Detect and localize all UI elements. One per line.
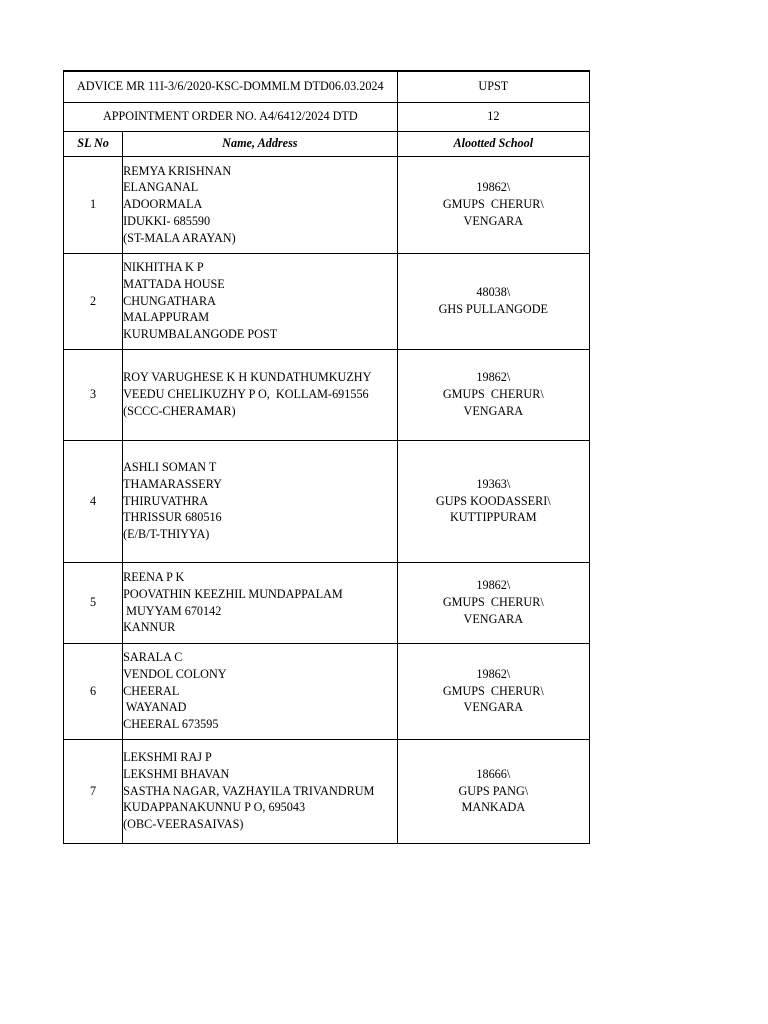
sl-number: 5 bbox=[64, 562, 123, 643]
name-address-cell bbox=[123, 156, 398, 253]
address-line: IDUKKI- 685590 bbox=[123, 213, 211, 228]
sl-number: 3 bbox=[64, 349, 123, 440]
school-line: VENGARA bbox=[463, 403, 524, 418]
school-line: 18666\ bbox=[476, 766, 511, 781]
order-row bbox=[64, 102, 590, 131]
school-line: MANKADA bbox=[461, 800, 526, 815]
address-line: (SCCC-CHERAMAR) bbox=[123, 403, 236, 418]
school-line: 19862\ bbox=[476, 666, 511, 681]
sl-number: 1 bbox=[64, 156, 123, 253]
address-line: MUYYAM 670142 bbox=[123, 603, 222, 618]
allotted-school-cell bbox=[397, 562, 589, 643]
school-line: 48038\ bbox=[476, 285, 511, 300]
school-line: VENGARA bbox=[463, 213, 524, 228]
count-text: 12 bbox=[397, 102, 589, 131]
address-line: MALAPPURAM bbox=[123, 310, 210, 325]
table-row bbox=[64, 349, 590, 440]
post-text: UPST bbox=[397, 71, 589, 102]
address-line: KURUMBALANGODE POST bbox=[123, 327, 278, 342]
address-line: LEKSHMI RAJ P bbox=[123, 750, 212, 765]
address-line: (ST-MALA ARAYAN) bbox=[123, 230, 236, 245]
advice-text: ADVICE MR 11I-3/6/2020-KSC-DOMMLM DTD06.03.2024 bbox=[64, 71, 398, 102]
name-address-cell bbox=[123, 562, 398, 643]
school-line: GMUPS CHERUR\ bbox=[442, 595, 544, 610]
address-line: CHUNGATHARA bbox=[123, 293, 216, 308]
col-header-name: Name, Address bbox=[123, 131, 398, 156]
address-line: WAYANAD bbox=[123, 700, 187, 715]
school-line: GUPS PANG\ bbox=[458, 783, 529, 798]
address-line: VENDOL COLONY bbox=[123, 666, 227, 681]
school-line: GMUPS CHERUR\ bbox=[442, 387, 544, 402]
column-header-row bbox=[64, 131, 590, 156]
allotted-school-cell bbox=[397, 739, 589, 843]
address-line: CHEERAL bbox=[123, 683, 180, 698]
address-line: LEKSHMI BHAVAN bbox=[123, 766, 230, 781]
allotted-school-cell bbox=[397, 156, 589, 253]
address-line: THAMARASSERY bbox=[123, 476, 222, 491]
col-header-sl: SL No bbox=[64, 131, 123, 156]
allotted-school-cell bbox=[397, 440, 589, 562]
address-line: REMYA KRISHNAN bbox=[123, 163, 232, 178]
table-row bbox=[64, 156, 590, 253]
sl-number: 2 bbox=[64, 253, 123, 349]
table-row bbox=[64, 440, 590, 562]
school-line: 19862\ bbox=[476, 180, 511, 195]
allotted-school-cell bbox=[397, 349, 589, 440]
table-row bbox=[64, 562, 590, 643]
school-line: 19363\ bbox=[476, 476, 511, 491]
school-line: VENGARA bbox=[463, 611, 524, 626]
sl-number: 7 bbox=[64, 739, 123, 843]
address-line: NIKHITHA K P bbox=[123, 260, 204, 275]
address-line: (E/B/T-THIYYA) bbox=[123, 527, 210, 542]
name-address-cell bbox=[123, 440, 398, 562]
address-line: ASHLI SOMAN T bbox=[123, 460, 217, 475]
order-text: APPOINTMENT ORDER NO. A4/6412/2024 DTD bbox=[64, 102, 398, 131]
address-line: ELANGANAL bbox=[123, 180, 199, 195]
name-address-cell bbox=[123, 349, 398, 440]
school-line: GHS PULLANGODE bbox=[438, 302, 548, 316]
appointment-sheet bbox=[63, 70, 590, 844]
school-line: KUTTIPPURAM bbox=[449, 510, 537, 525]
table-body bbox=[64, 156, 590, 843]
address-line: KUDAPPANAKUNNU P O, 695043 bbox=[123, 800, 306, 815]
appointment-table bbox=[63, 70, 590, 844]
address-line: THRISSUR 680516 bbox=[123, 510, 222, 525]
address-line: KANNUR bbox=[123, 620, 176, 635]
name-address-cell bbox=[123, 739, 398, 843]
address-line: (OBC-VEERASAIVAS) bbox=[123, 817, 244, 832]
col-header-school: Alootted School bbox=[397, 131, 589, 156]
school-line: 19862\ bbox=[476, 370, 511, 385]
address-line: VEEDU CHELIKUZHY P O, KOLLAM-691556 bbox=[123, 387, 369, 402]
allotted-school-cell bbox=[397, 253, 589, 349]
name-address-cell bbox=[123, 643, 398, 739]
address-line: SASTHA NAGAR, VAZHAYILA TRIVANDRUM bbox=[123, 783, 375, 798]
allotted-school-cell bbox=[397, 643, 589, 739]
table-row bbox=[64, 739, 590, 843]
school-line: GUPS KOODASSERI\ bbox=[435, 493, 551, 508]
school-line: GMUPS CHERUR\ bbox=[442, 683, 544, 698]
table-row bbox=[64, 643, 590, 739]
sl-number: 6 bbox=[64, 643, 123, 739]
school-line: GMUPS CHERUR\ bbox=[442, 197, 544, 212]
name-address-cell bbox=[123, 253, 398, 349]
address-line: CHEERAL 673595 bbox=[123, 717, 219, 732]
advice-row bbox=[64, 71, 590, 102]
school-line: VENGARA bbox=[463, 700, 524, 715]
table-row bbox=[64, 253, 590, 349]
address-line: SARALA C bbox=[123, 650, 183, 665]
address-line: THIRUVATHRA bbox=[123, 493, 209, 508]
address-line: REENA P K bbox=[123, 570, 185, 585]
sl-number: 4 bbox=[64, 440, 123, 562]
address-line: ROY VARUGHESE K H KUNDATHUMKUZHY bbox=[123, 370, 372, 385]
address-line: POOVATHIN KEEZHIL MUNDAPPALAM bbox=[123, 586, 343, 601]
address-line: ADOORMALA bbox=[123, 197, 203, 212]
school-line: 19862\ bbox=[476, 578, 511, 593]
address-line: MATTADA HOUSE bbox=[123, 276, 225, 291]
